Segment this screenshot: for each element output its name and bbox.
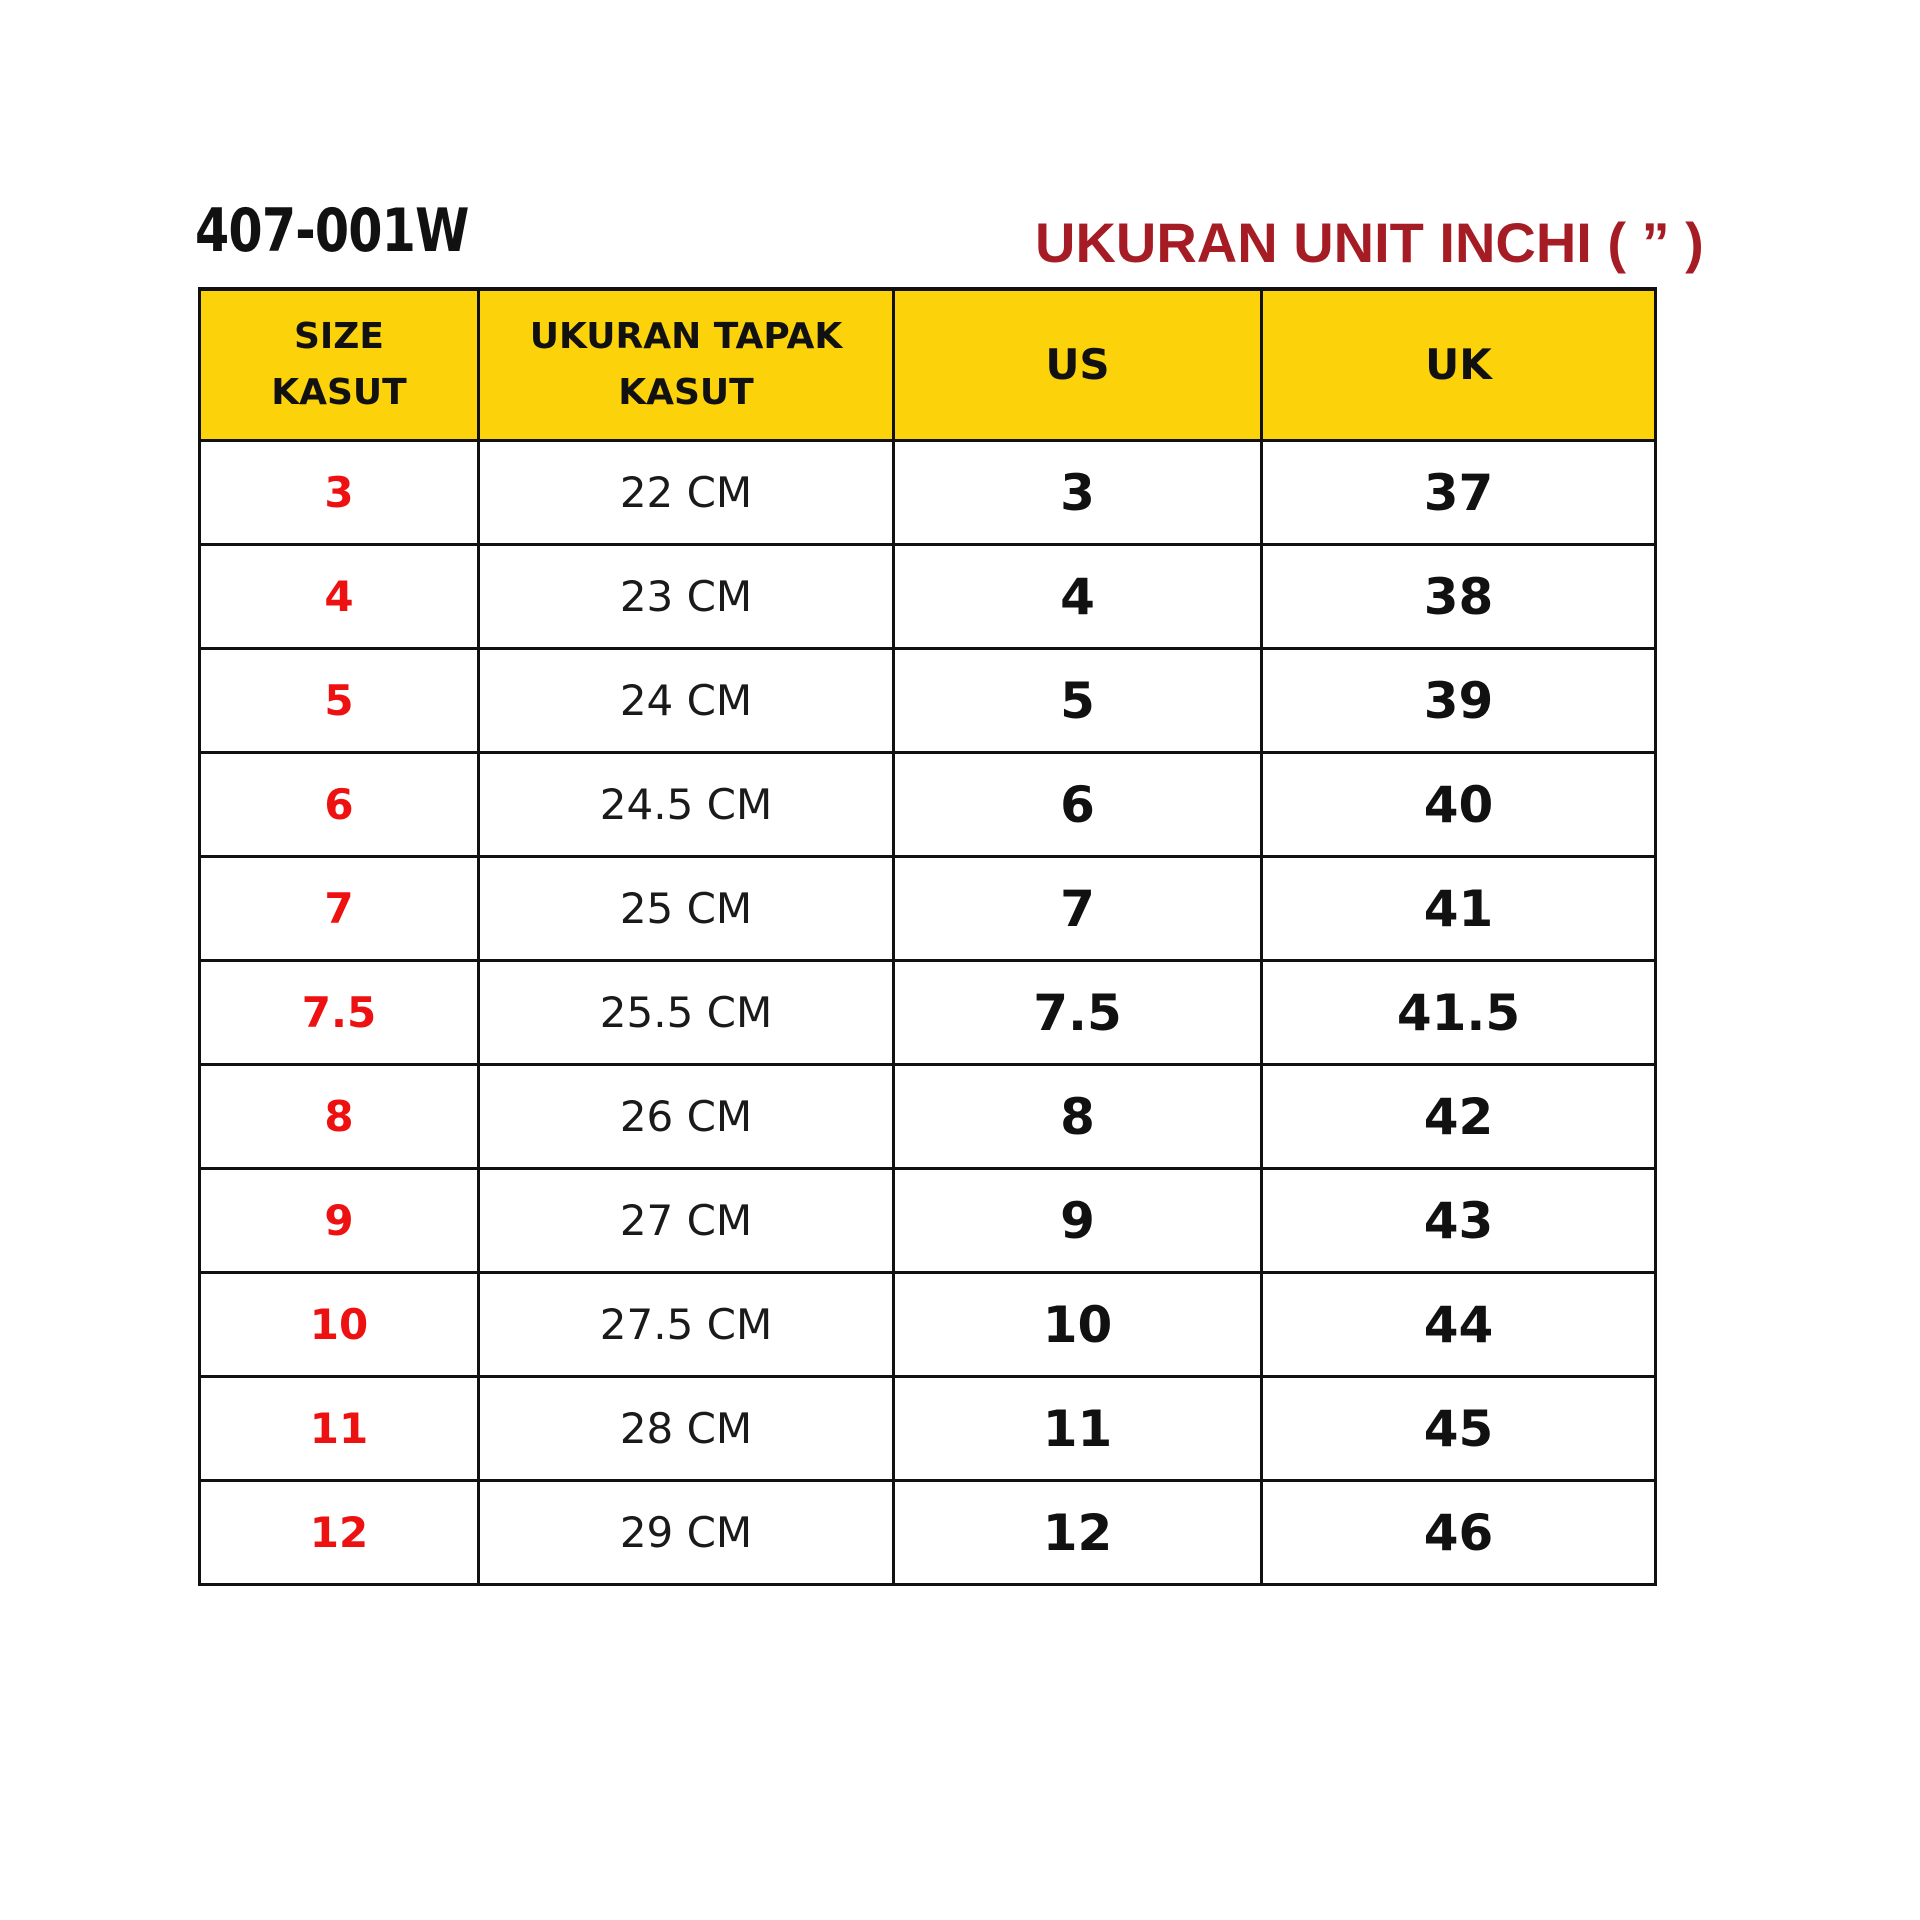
table-row — [200, 545, 1656, 649]
uk-size-cell: 39 — [1262, 649, 1656, 753]
size-chart-table — [198, 287, 1657, 1586]
us-size-cell: 10 — [894, 1273, 1262, 1377]
uk-size-cell: 37 — [1262, 441, 1656, 545]
table-row — [200, 1377, 1656, 1481]
size-table-body — [200, 441, 1656, 1585]
uk-size-cell: 42 — [1262, 1065, 1656, 1169]
table-row — [200, 1273, 1656, 1377]
us-size-cell: 3 — [894, 441, 1262, 545]
us-size-cell: 7 — [894, 857, 1262, 961]
uk-size-cell: 43 — [1262, 1169, 1656, 1273]
column-header-size-kasut-line2: KASUT — [271, 372, 407, 413]
us-size-cell: 12 — [894, 1481, 1262, 1585]
size-kasut-cell: 6 — [200, 753, 479, 857]
table-row — [200, 441, 1656, 545]
size-kasut-cell: 9 — [200, 1169, 479, 1273]
table-row — [200, 649, 1656, 753]
us-size-cell: 6 — [894, 753, 1262, 857]
table-row — [200, 961, 1656, 1065]
ukuran-tapak-cell: 27 CM — [479, 1169, 894, 1273]
ukuran-tapak-cell: 22 CM — [479, 441, 894, 545]
column-header-ukuran-tapak — [479, 289, 894, 441]
us-size-cell: 11 — [894, 1377, 1262, 1481]
ukuran-tapak-cell: 28 CM — [479, 1377, 894, 1481]
ukuran-tapak-cell: 24.5 CM — [479, 753, 894, 857]
table-row — [200, 753, 1656, 857]
ukuran-tapak-cell: 27.5 CM — [479, 1273, 894, 1377]
column-header-ukuran-tapak-line2: KASUT — [618, 372, 754, 413]
uk-size-cell: 38 — [1262, 545, 1656, 649]
column-header-ukuran-tapak-line1: UKURAN TAPAK — [529, 316, 843, 357]
uk-size-cell: 41.5 — [1262, 961, 1656, 1065]
column-header-size-kasut — [200, 289, 479, 441]
column-header-uk: UK — [1262, 289, 1656, 441]
uk-size-cell: 45 — [1262, 1377, 1656, 1481]
size-kasut-cell: 7.5 — [200, 961, 479, 1065]
ukuran-tapak-cell: 25 CM — [479, 857, 894, 961]
column-header-size-kasut-line1: SIZE — [293, 316, 385, 357]
size-kasut-cell: 8 — [200, 1065, 479, 1169]
us-size-cell: 5 — [894, 649, 1262, 753]
us-size-cell: 7.5 — [894, 961, 1262, 1065]
size-kasut-cell: 4 — [200, 545, 479, 649]
size-kasut-cell: 12 — [200, 1481, 479, 1585]
table-row — [200, 1169, 1656, 1273]
us-size-cell: 8 — [894, 1065, 1262, 1169]
table-header-row — [200, 289, 1656, 441]
ukuran-tapak-cell: 26 CM — [479, 1065, 894, 1169]
ukuran-tapak-cell: 25.5 CM — [479, 961, 894, 1065]
uk-size-cell: 40 — [1262, 753, 1656, 857]
uk-size-cell: 46 — [1262, 1481, 1656, 1585]
us-size-cell: 4 — [894, 545, 1262, 649]
size-kasut-cell: 11 — [200, 1377, 479, 1481]
uk-size-cell: 44 — [1262, 1273, 1656, 1377]
uk-size-cell: 41 — [1262, 857, 1656, 961]
column-header-us: US — [894, 289, 1262, 441]
us-size-cell: 9 — [894, 1169, 1262, 1273]
ukuran-tapak-cell: 29 CM — [479, 1481, 894, 1585]
size-kasut-cell: 5 — [200, 649, 479, 753]
size-kasut-cell: 10 — [200, 1273, 479, 1377]
table-row — [200, 1065, 1656, 1169]
unit-title: UKURAN UNIT INCHI ( ” ) — [1035, 211, 1704, 274]
size-kasut-cell: 7 — [200, 857, 479, 961]
model-code: 407-001W — [195, 196, 469, 266]
size-kasut-cell: 3 — [200, 441, 479, 545]
ukuran-tapak-cell: 23 CM — [479, 545, 894, 649]
ukuran-tapak-cell: 24 CM — [479, 649, 894, 753]
table-row — [200, 1481, 1656, 1585]
table-row — [200, 857, 1656, 961]
